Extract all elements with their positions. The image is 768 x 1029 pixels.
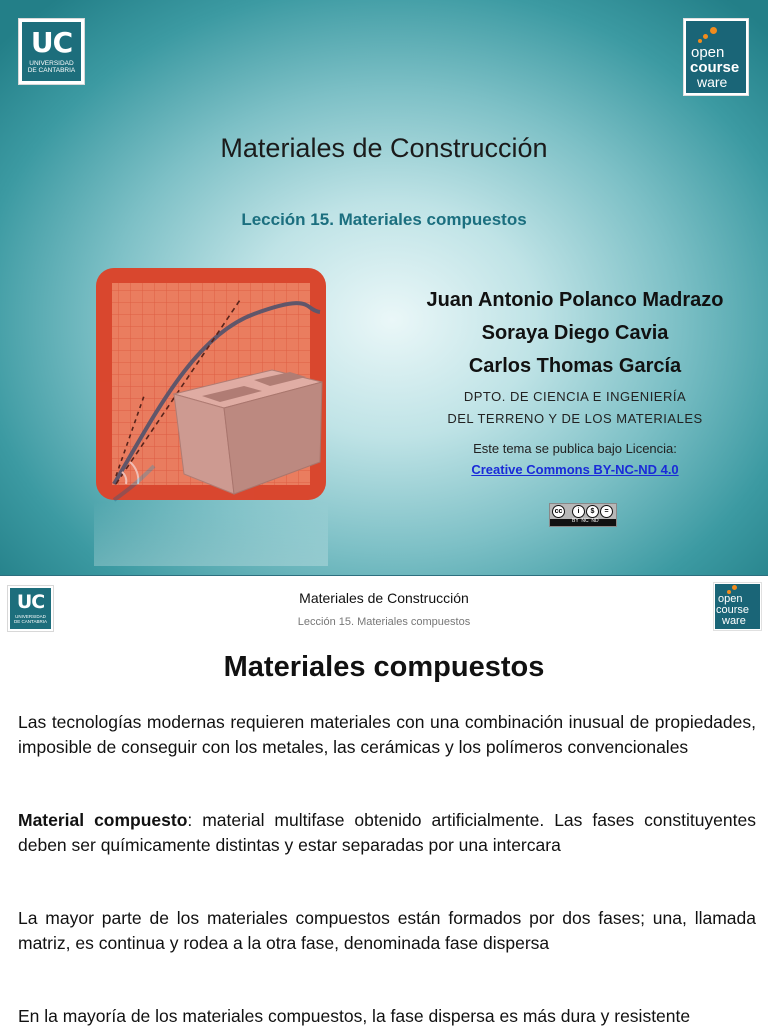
uc-logo-line1: UNIVERSIDAD <box>15 613 46 619</box>
cc-badge-bottom <box>550 519 616 526</box>
license-text: Este tema se publica bajo Licencia: <box>473 441 677 456</box>
ocw-dot-icon <box>703 34 708 39</box>
ocw-line2: course <box>690 59 740 76</box>
uc-logo <box>18 18 85 85</box>
paragraph-2-text: : material multifase obtenido artificialmente. Las fases constituyentes deben ser químicamente distintas y estar separadas por una intercara <box>18 810 756 855</box>
ocw-logo <box>683 18 749 96</box>
uc-logo-text: UC <box>16 590 45 613</box>
paragraph-2-bold: Material compuesto <box>18 810 188 830</box>
nc-icon: $ <box>586 505 599 518</box>
license-link[interactable]: Creative Commons BY-NC-ND 4.0 <box>471 462 679 477</box>
paragraph-2 <box>18 808 756 858</box>
course-title: Materiales de Construcción <box>220 133 548 163</box>
paragraph-1: Las tecnologías modernas requieren materiales con una combinación inusual de propiedades, imposible de conseguir con los metales, las cerámicas y los polímeros convencionales <box>18 712 756 757</box>
ocw-dot-icon <box>698 39 702 43</box>
uc-logo-line2: DE CANTABRIA <box>27 66 76 74</box>
ocw-dot-icon <box>710 27 717 34</box>
cc-license-badge[interactable] <box>549 503 617 527</box>
slide-heading: Materiales compuestos <box>223 651 545 683</box>
uc-logo-text: UC <box>30 25 73 59</box>
paragraph-4: En la mayoría de los materiales compuestos, la fase dispersa es más dura y resistente <box>18 1006 691 1026</box>
paragraph-3: La mayor parte de los materiales compuestos están formados por dos fases; una, llamada matriz, es continua y rodea a la otra fase, denominada fase dispersa <box>18 908 756 953</box>
author-2: Soraya Diego Cavia <box>481 322 669 344</box>
header-subtitle: Lección 15. Materiales compuestos <box>297 616 471 628</box>
by-icon: i <box>572 505 585 518</box>
ocw-line1: open <box>691 44 725 61</box>
content-slide <box>0 575 768 1025</box>
nd-icon: = <box>600 505 613 518</box>
illustration-reflection <box>96 268 326 500</box>
author-1: Juan Antonio Polanco Madrazo <box>426 289 724 311</box>
uc-logo-line2: DE CANTABRIA <box>14 618 47 624</box>
department-line-2: DEL TERRENO Y DE LOS MATERIALES <box>447 411 703 426</box>
header-title: Materiales de Construcción <box>299 590 469 606</box>
course-illustration <box>94 266 328 566</box>
ocw-line3: ware <box>722 615 746 627</box>
lesson-subtitle: Lección 15. Materiales compuestos <box>241 210 527 229</box>
ocw-line1: open <box>718 593 743 605</box>
cc-icon: cc <box>552 505 565 518</box>
author-3: Carlos Thomas García <box>468 355 682 377</box>
ocw-line3: ware <box>697 74 728 90</box>
department-line-1: DPTO. DE CIENCIA E INGENIERÍA <box>463 389 687 404</box>
uc-logo-line1: UNIVERSIDAD <box>29 59 74 67</box>
ocw-line2: course <box>716 604 750 616</box>
cc-badge-text: BY NC ND <box>572 518 599 524</box>
